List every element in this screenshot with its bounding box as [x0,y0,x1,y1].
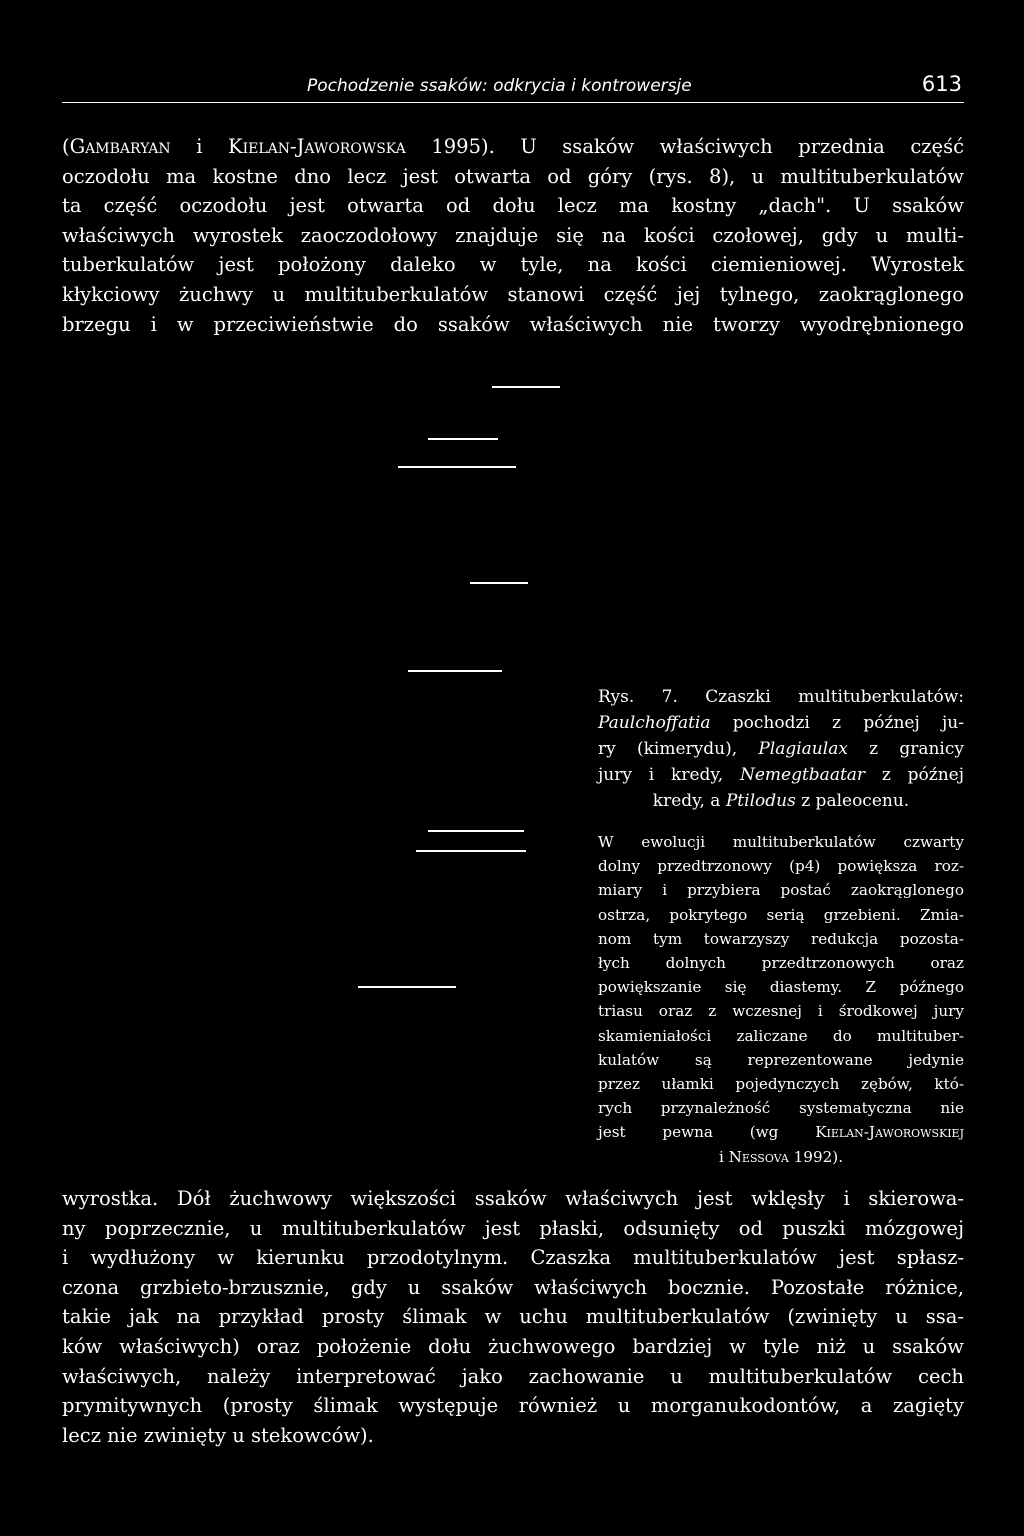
note-line: łych dolnych przedtrzonowych oraz [598,954,964,973]
figure-leader-line [470,582,528,584]
text-line: oczodołu ma kostne dno lecz jest otwarta od góry (rys. 8), u multituberkulatów [62,164,964,188]
figure-leader-line [492,386,560,388]
note-line: miary i przybiera postać zaokrąglonego [598,881,964,900]
note-line: rych przynależność systematyczna nie [598,1099,964,1118]
figure-leader-line [408,670,502,672]
paragraph-bottom [62,1184,964,1450]
note-line: kulatów są reprezentowane jedynie [598,1050,964,1069]
note-line: skamieniałości zaliczane do multituber- [598,1026,964,1045]
note-line: dolny przedtrzonowy (p4) powiększa roz- [598,857,964,876]
text-line: brzegu i w przeciwieństwie do ssaków właściwych nie tworzy wyodrębnionego [62,312,964,336]
text-line: ta część oczodołu jest otwarta od dołu lecz ma kostny „dach". U ssaków [62,194,964,218]
text-line: (Gambaryan i Kielan-Jaworowska 1995). U ssaków właściwych przednia część [62,135,965,158]
text-line: prymitywnych (prosty ślimak występuje również u morganukodontów, a zagięty [62,1394,964,1418]
side-note [598,830,964,1169]
page-number: 613 [921,72,962,96]
note-line: W ewolucji multituberkulatów czwarty [598,833,964,851]
figure-leader-line [428,830,524,832]
note-line: jest pewna (wg Kielan-Jaworowskiej [598,1123,964,1142]
text-line: właściwych, należy interpretować jako zachowanie u multituberkulatów cech [62,1364,964,1388]
figure-leader-line [428,438,498,440]
text-line: kłykciowy żuchwy u multituberkulatów stanowi część jej tylnego, zaokrąglonego [62,282,964,306]
caption-line: jury i kredy, Nemegtbaatar z późnej [598,765,964,785]
note-line: triasu oraz z wczesnej i środkowej jury [598,1002,964,1021]
text-line: wyrostka. Dół żuchwowy większości ssaków właściwych jest wklęsły i skierowa- [62,1187,964,1210]
note-line: przez ułamki pojedynczych zębów, któ- [598,1075,964,1094]
text-line: i wydłużony w kierunku przodotylnym. Czaszka multituberkulatów jest spłasz- [62,1246,964,1270]
note-line: nom tym towarzyszy redukcja pozosta- [598,929,964,948]
note-line: ostrza, pokrytego serią grzebieni. Zmia- [598,905,964,924]
caption-line: Rys. 7. Czaszki multituberkulatów: [598,687,964,707]
caption-line: ry (kimerydu), Plagiaulax z granicy [598,739,964,759]
caption-line: Paulchoffatia pochodzi z późnej ju- [598,713,964,733]
figure-leader-line [416,850,526,852]
figure-caption [598,684,964,814]
text-line: takie jak na przykład prosty ślimak w uchu multituberkulatów (zwinięty u ssa- [62,1305,964,1329]
text-line: ny poprzecznie, u multituberkulatów jest płaski, odsunięty od puszki mózgowej [62,1216,964,1240]
text-line: ków właściwych) oraz położenie dołu żuchwowego bardziej w tyle niż u ssaków [62,1334,964,1358]
text-line: właściwych wyrostek zaoczodołowy znajduje się na kości czołowej, gdy u multi- [62,223,964,247]
note-line: powiększanie się diastemy. Z późnego [598,978,964,997]
caption-line: kredy, a Ptilodus z paleocenu. [652,791,910,811]
text-line: lecz nie zwinięty u stekowców). [62,1423,374,1447]
figure-leader-line [398,466,516,468]
text-line: czona grzbieto-brzusznie, gdy u ssaków właściwych bocznie. Pozostałe różnice, [62,1275,964,1299]
note-line: i Nessova 1992). [718,1147,844,1166]
running-title: Pochodzenie ssaków: odkrycia i kontrowersje [307,76,692,96]
figure-leader-line [358,986,456,988]
text-line: tuberkulatów jest położony daleko w tyle, na kości ciemieniowej. Wyrostek [62,253,964,277]
figure-skulls [300,370,560,1010]
paragraph-top [62,132,964,339]
running-header [62,74,964,103]
